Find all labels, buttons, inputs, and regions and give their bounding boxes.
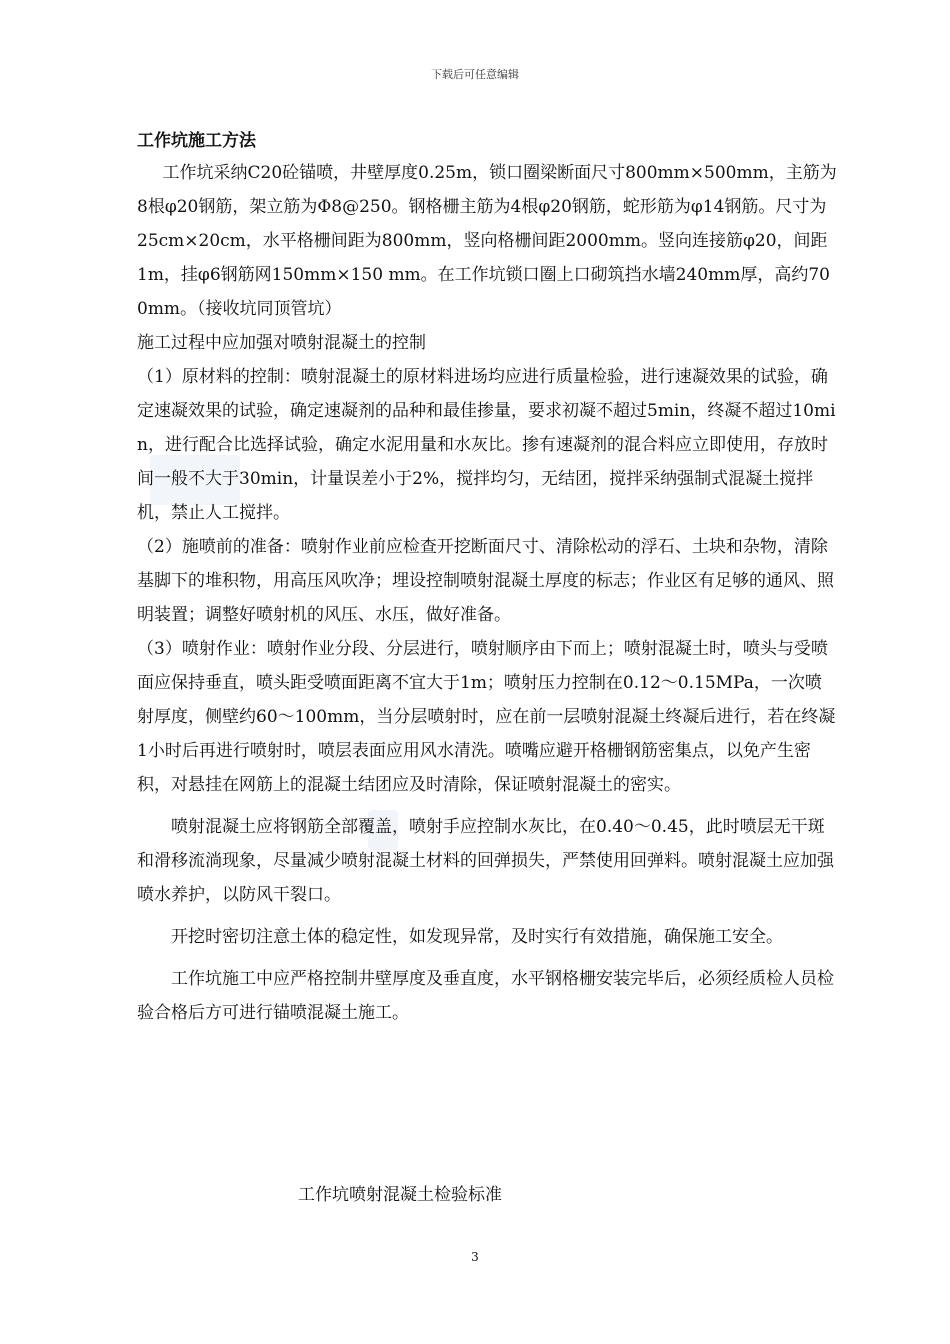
paragraph-excavation-safety: 开挖时密切注意土体的稳定性，如发现异常，及时实行有效措施，确保施工安全。 — [171, 927, 783, 947]
document-body — [137, 156, 837, 1030]
page-number: 3 — [471, 1250, 479, 1264]
paragraph-shotcrete-control-heading: 施工过程中应加强对喷射混凝土的控制 — [137, 333, 426, 353]
paragraph-rebar-coverage: 喷射混凝土应将钢筋全部覆盖，喷射手应控制水灰比，在0.40～0.45，此时喷层无干斑和滑移流淌现象，尽量减少喷射混凝土材料的回弹损失，严禁使用回弹料。喷射混凝土应加强喷水养护，以防风干裂口。 — [137, 817, 834, 905]
paragraph-spraying-operation: （3）喷射作业：喷射作业分段、分层进行，喷射顺序由下而上；喷射混凝土时，喷头与受喷面应保持垂直，喷头距受喷面距离不宜大于1m；喷射压力控制在0.12～0.15MPa，一次喷射厚度，侧壁约60～100mm，当分层喷射时，应在前一层喷射混凝土终凝后进行，若在终凝1小时后再进行喷射时，喷层表面应用风水清洗。喷嘴应避开格栅钢筋密集点，以免产生密积，对悬挂在网筋上的混凝土结团应及时清除，保证喷射混凝土的密实。 — [137, 639, 836, 795]
subsection-title: 工作坑喷射混凝土检验标准 — [298, 1185, 502, 1205]
paragraph-raw-materials: （1）原材料的控制：喷射混凝土的原材料进场均应进行质量检验，进行速凝效果的试验，确定速凝效果的试验，确定速凝剂的品种和最佳掺量，要求初凝不超过5min，终凝不超过10min，进行配合比选择试验，确定水泥用量和水灰比。掺有速凝剂的混合料应立即使用，存放时间一般不大于30min，计量误差小于2%，搅拌均匀，无结团，搅拌采纳强制式混凝土搅拌机，禁止人工搅拌。 — [137, 367, 836, 523]
paragraph-quality-check: 工作坑施工中应严格控制井壁厚度及垂直度，水平钢格栅安装完毕后，必须经质检人员检验合格后方可进行锚喷混凝土施工。 — [137, 969, 834, 1023]
paragraph-preparation: （2）施喷前的准备：喷射作业前应检查开挖断面尺寸、清除松动的浮石、土块和杂物，清除基脚下的堆积物，用高压风吹净；埋设控制喷射混凝土厚度的标志；作业区有足够的通风、照明装置；调整好喷射机的风压、水压，做好准备。 — [137, 537, 834, 625]
page-header: 下载后可任意编辑 — [431, 68, 519, 81]
section-title: 工作坑施工方法 — [137, 131, 256, 151]
paragraph-pit-specs: 工作坑采纳C20砼锚喷，井壁厚度0.25m，锁口圈梁断面尺寸800mm×500mm，主筋为8根φ20钢筋，架立筋为Φ8@250。钢格栅主筋为4根φ20钢筋，蛇形筋为φ14钢筋。尺寸为25cm×20cm，水平格栅间距为800mm，竖向格栅间距2000mm。竖向连接筋φ20，间距1m，挂φ6钢筋网150mm×150 mm。在工作坑锁口圈上口砌筑挡水墙240mm厚，高约700mm。（接收坑同顶管坑） — [137, 163, 837, 319]
